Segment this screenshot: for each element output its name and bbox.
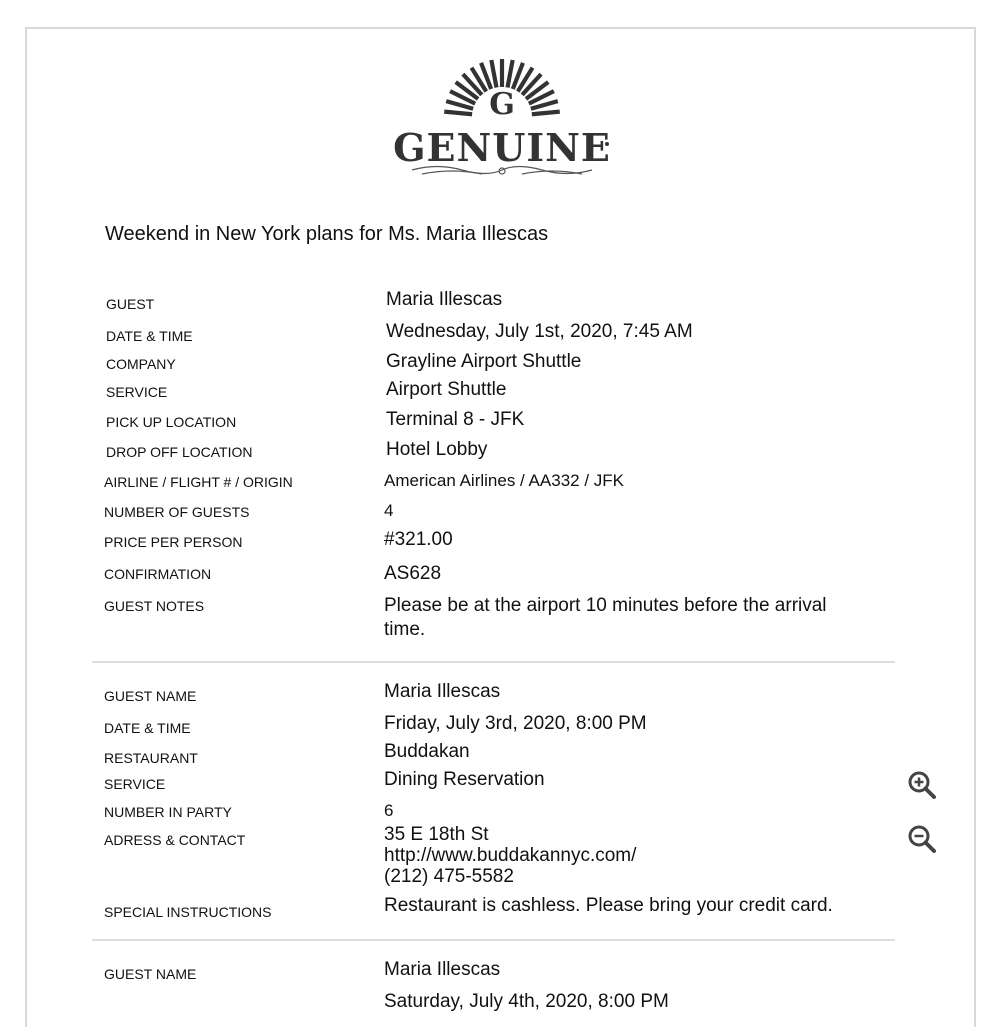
service-value: Airport Shuttle <box>386 379 507 400</box>
guest-name-label: GUEST NAME <box>104 688 197 704</box>
company-value: Grayline Airport Shuttle <box>386 351 582 372</box>
company-label: COMPANY <box>106 356 176 372</box>
zoom-out-icon <box>907 824 937 854</box>
restaurant-label: RESTAURANT <box>104 750 198 766</box>
datetime-label: DATE & TIME <box>106 328 193 344</box>
party-value: 6 <box>384 801 394 820</box>
address-street: 35 E 18th St <box>384 824 489 845</box>
sunburst-ray <box>508 60 513 88</box>
dinner-service-value: Dining Reservation <box>384 769 545 790</box>
guest-value: Maria Illescas <box>386 289 503 310</box>
confirmation-label: CONFIRMATION <box>104 566 212 582</box>
sunburst-ray <box>532 112 560 115</box>
zoom-in-icon <box>907 770 937 800</box>
flight-value: American Airlines / AA332 / JFK <box>384 471 624 490</box>
dinner-datetime-label: DATE & TIME <box>104 720 191 736</box>
instructions-value: Restaurant is cashless. Please bring your credit card. <box>384 895 833 916</box>
flight-label: AIRLINE / FLIGHT # / ORIGIN <box>104 474 293 490</box>
page-title: Weekend in New York plans for Ms. Maria Illescas <box>105 223 549 245</box>
notes-label: GUEST NOTES <box>104 598 205 614</box>
guest-name-label: GUEST NAME <box>104 966 197 982</box>
zoom-in-button[interactable] <box>907 770 937 800</box>
price-label: PRICE PER PERSON <box>104 534 243 550</box>
restaurant-website-link[interactable]: http://www.buddakannyc.com/ <box>384 845 637 866</box>
genuine-logo <box>392 59 612 181</box>
itinerary-page <box>25 27 976 1027</box>
dropoff-label: DROP OFF LOCATION <box>106 444 253 460</box>
pickup-value: Terminal 8 - JFK <box>386 409 525 430</box>
pickup-label: PICK UP LOCATION <box>106 414 237 430</box>
confirmation-value: AS628 <box>384 563 442 584</box>
guest-name-value: Maria Illescas <box>384 681 501 702</box>
guests-count-label: NUMBER OF GUESTS <box>104 504 250 520</box>
dinner-datetime-value: Friday, July 3rd, 2020, 8:00 PM <box>384 713 647 734</box>
address-label: ADRESS & CONTACT <box>104 832 246 848</box>
restaurant-phone: (212) 475-5582 <box>384 866 514 887</box>
section-divider <box>92 939 895 941</box>
address-value <box>384 824 636 887</box>
price-value: #321.00 <box>384 529 453 550</box>
dinner-service-label: SERVICE <box>104 776 166 792</box>
svg-text:G: G <box>489 87 515 122</box>
guests-count-value: 4 <box>384 501 394 520</box>
party-label: NUMBER IN PARTY <box>104 804 232 820</box>
third-datetime-value: Saturday, July 4th, 2020, 8:00 PM <box>384 991 669 1012</box>
brand-name: GENUINE <box>393 125 611 170</box>
section-divider <box>92 661 895 663</box>
dropoff-value: Hotel Lobby <box>386 439 488 460</box>
service-label: SERVICE <box>106 384 168 400</box>
restaurant-value: Buddakan <box>384 741 470 762</box>
guest-label: GUEST <box>106 296 155 312</box>
notes-value: Please be at the airport 10 minutes before the arrival time. <box>384 595 827 640</box>
zoom-out-button[interactable] <box>907 824 937 854</box>
guest-name-value: Maria Illescas <box>384 959 501 980</box>
sunburst-ray <box>491 60 496 88</box>
sunburst-ray <box>444 112 472 115</box>
datetime-value: Wednesday, July 1st, 2020, 7:45 AM <box>386 321 693 342</box>
instructions-label: SPECIAL INSTRUCTIONS <box>104 904 272 920</box>
